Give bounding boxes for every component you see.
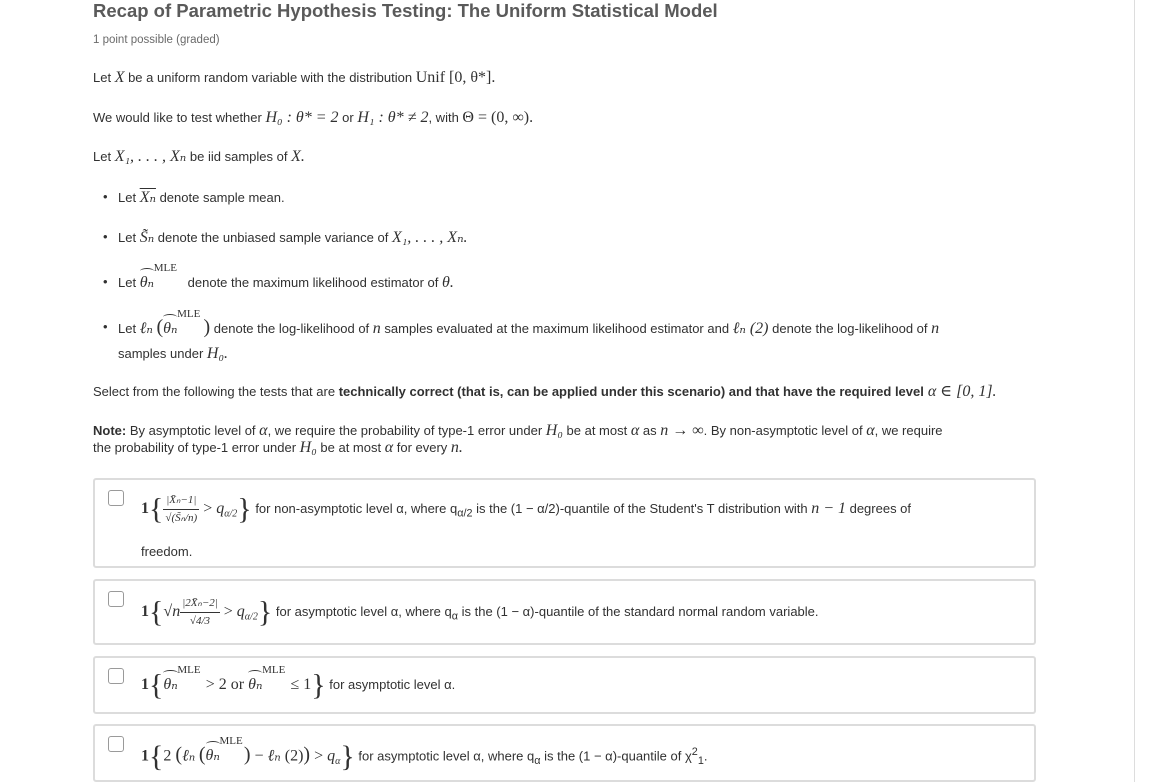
bullet-mle: Let MLE θₙ denote the maximum likelihood estimator of θ.	[118, 262, 454, 291]
option-1-formula: 1{ $\frac{\text{|X̄ₙ−1|}}{\text{√(S̃ₙ/n)}}$ > $q_{\alpha/2}$} for non-asymptotic level α, where $q_{\alpha/2}$ is the (1 − α/2)-quantile of the Student's T distribution with n − 1 degrees of	[141, 492, 912, 526]
answer-option-1[interactable]	[93, 478, 1036, 568]
option-1-checkbox[interactable]	[108, 490, 124, 506]
option-3-formula: 1{ MLE θₙ > 2 or MLE θₙ ≤ 1} for asymptotic level α.	[141, 664, 456, 702]
note-text: Note: By asymptotic level of α, we require the probability of type-1 error under H₀ be at most α as n → ∞. By non-asymptotic level of α, we require the probability of type-1 error under H₀ be at most α for every n.	[93, 422, 943, 456]
intro-line-3: Let X₁, . . . , Xₙ be iid samples of X.	[93, 148, 305, 165]
page-divider	[1134, 0, 1135, 782]
bullet-log-likelihood: Let ℓₙ ( MLE θₙ ) denote the log-likelihood of n samples evaluated at the maximum likelihood estimator and ℓₙ (2) denote the log-likelihood of n	[118, 308, 940, 338]
bullet-dot: •	[103, 189, 108, 204]
bullet-sample-variance: Let S̃ₙ denote the unbiased sample variance of X₁, . . . , Xₙ.	[118, 229, 468, 246]
option-2-checkbox[interactable]	[108, 591, 124, 607]
answer-option-4[interactable]	[93, 724, 1036, 782]
option-4-checkbox[interactable]	[108, 736, 124, 752]
select-instruction: Select from the following the tests that are technically correct (that is, can be applied under this scenario) and that have the required level α ∈ [0, 1].	[93, 383, 997, 400]
bullet-log-likelihood-cont: samples under H₀.	[118, 345, 229, 362]
bullet-sample-mean: Let $\overline{X_n}$ denote sample mean.	[118, 189, 285, 206]
option-2-formula: 1{√n $\frac{\text{|2X̄ₙ−2|}}{√4/3}$ > $q_{\alpha/2}$} for asymptotic level α, where $q_\alpha$ is the (1 − α)-quantile of the standard normal random variable.	[141, 595, 819, 629]
answer-option-3[interactable]	[93, 656, 1036, 714]
intro-line-2: We would like to test whether H₀ : θ* = 2 or H₁ : θ* ≠ 2, with Θ = (0, ∞).	[93, 109, 534, 126]
bullet-dot: •	[103, 229, 108, 244]
points-label: 1 point possible (graded)	[93, 34, 220, 46]
bullet-dot: •	[103, 274, 108, 289]
bullet-dot: •	[103, 319, 108, 334]
intro-line-1: Let X be a uniform random variable with the distribution Unif [0, θ*].	[93, 69, 496, 86]
option-3-checkbox[interactable]	[108, 668, 124, 684]
answer-option-2[interactable]	[93, 579, 1036, 645]
problem-title: Recap of Parametric Hypothesis Testing: The Uniform Statistical Model	[93, 0, 718, 21]
option-4-formula: 1{2 (ℓₙ ( MLE θₙ ) − ℓₙ $(2)) > q_\alpha$} for asymptotic level α, where $q_\alpha$ is the (1 − α)-quantile of $\chi^2_1$.	[141, 735, 708, 773]
option-1-cont: freedom.	[141, 544, 193, 559]
